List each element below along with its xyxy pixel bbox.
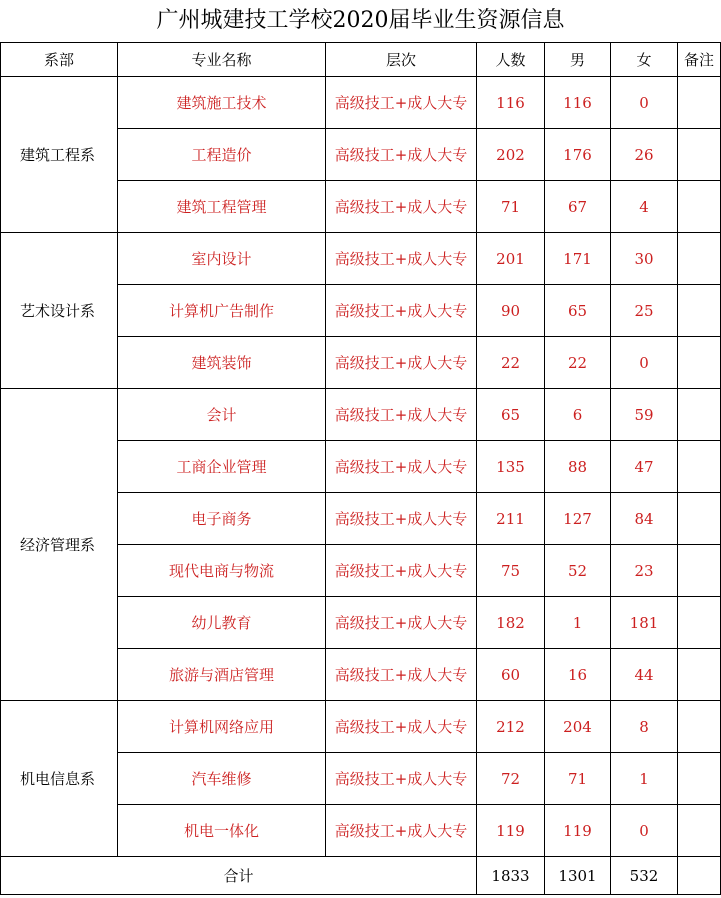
count-cell: 71	[477, 181, 545, 233]
level-cell: 高级技工+成人大专	[326, 753, 477, 805]
major-cell: 旅游与酒店管理	[118, 649, 326, 701]
count-cell: 60	[477, 649, 545, 701]
department-cell: 经济管理系	[1, 389, 118, 701]
department-cell: 建筑工程系	[1, 77, 118, 233]
level-cell: 高级技工+成人大专	[326, 701, 477, 753]
major-cell: 机电一体化	[118, 805, 326, 857]
count-cell: 116	[477, 77, 545, 129]
count-cell: 211	[477, 493, 545, 545]
total-female: 532	[611, 857, 678, 895]
note-cell	[678, 493, 721, 545]
male-cell: 67	[545, 181, 611, 233]
female-cell: 26	[611, 129, 678, 181]
total-label: 合计	[1, 857, 477, 895]
count-cell: 212	[477, 701, 545, 753]
female-cell: 44	[611, 649, 678, 701]
female-cell: 8	[611, 701, 678, 753]
major-cell: 汽车维修	[118, 753, 326, 805]
male-cell: 6	[545, 389, 611, 441]
level-cell: 高级技工+成人大专	[326, 129, 477, 181]
count-cell: 202	[477, 129, 545, 181]
major-cell: 室内设计	[118, 233, 326, 285]
header-dept: 系部	[1, 43, 118, 77]
female-cell: 0	[611, 337, 678, 389]
level-cell: 高级技工+成人大专	[326, 233, 477, 285]
level-cell: 高级技工+成人大专	[326, 545, 477, 597]
female-cell: 59	[611, 389, 678, 441]
level-cell: 高级技工+成人大专	[326, 597, 477, 649]
count-cell: 75	[477, 545, 545, 597]
table-row	[1, 389, 721, 441]
major-cell: 会计	[118, 389, 326, 441]
female-cell: 1	[611, 753, 678, 805]
male-cell: 16	[545, 649, 611, 701]
male-cell: 1	[545, 597, 611, 649]
female-cell: 84	[611, 493, 678, 545]
major-cell: 幼儿教育	[118, 597, 326, 649]
header-female: 女	[611, 43, 678, 77]
level-cell: 高级技工+成人大专	[326, 77, 477, 129]
level-cell: 高级技工+成人大专	[326, 285, 477, 337]
level-cell: 高级技工+成人大专	[326, 493, 477, 545]
header-count: 人数	[477, 43, 545, 77]
major-cell: 计算机网络应用	[118, 701, 326, 753]
note-cell	[678, 805, 721, 857]
total-male: 1301	[545, 857, 611, 895]
sheet-title: 广州城建技工学校2020届毕业生资源信息	[156, 8, 565, 33]
total-row	[1, 857, 721, 895]
count-cell: 90	[477, 285, 545, 337]
level-cell: 高级技工+成人大专	[326, 389, 477, 441]
male-cell: 171	[545, 233, 611, 285]
male-cell: 127	[545, 493, 611, 545]
note-cell	[678, 77, 721, 129]
table-row	[1, 233, 721, 285]
table-row	[1, 701, 721, 753]
major-cell: 现代电商与物流	[118, 545, 326, 597]
note-cell	[678, 233, 721, 285]
total-note-cell	[678, 857, 721, 895]
count-cell: 135	[477, 441, 545, 493]
table-body	[1, 43, 721, 895]
female-cell: 47	[611, 441, 678, 493]
major-cell: 计算机广告制作	[118, 285, 326, 337]
header-male: 男	[545, 43, 611, 77]
male-cell: 204	[545, 701, 611, 753]
male-cell: 88	[545, 441, 611, 493]
major-cell: 建筑工程管理	[118, 181, 326, 233]
count-cell: 65	[477, 389, 545, 441]
count-cell: 72	[477, 753, 545, 805]
level-cell: 高级技工+成人大专	[326, 805, 477, 857]
note-cell	[678, 441, 721, 493]
female-cell: 0	[611, 77, 678, 129]
male-cell: 22	[545, 337, 611, 389]
female-cell: 181	[611, 597, 678, 649]
major-cell: 建筑施工技术	[118, 77, 326, 129]
note-cell	[678, 129, 721, 181]
level-cell: 高级技工+成人大专	[326, 181, 477, 233]
level-cell: 高级技工+成人大专	[326, 441, 477, 493]
note-cell	[678, 337, 721, 389]
count-cell: 201	[477, 233, 545, 285]
major-cell: 电子商务	[118, 493, 326, 545]
major-cell: 建筑装饰	[118, 337, 326, 389]
note-cell	[678, 181, 721, 233]
note-cell	[678, 389, 721, 441]
department-cell: 机电信息系	[1, 701, 118, 857]
major-cell: 工程造价	[118, 129, 326, 181]
male-cell: 176	[545, 129, 611, 181]
level-cell: 高级技工+成人大专	[326, 649, 477, 701]
male-cell: 71	[545, 753, 611, 805]
count-cell: 182	[477, 597, 545, 649]
female-cell: 0	[611, 805, 678, 857]
table-row	[1, 77, 721, 129]
major-cell: 工商企业管理	[118, 441, 326, 493]
note-cell	[678, 545, 721, 597]
female-cell: 23	[611, 545, 678, 597]
header-row	[1, 43, 721, 77]
graduate-table	[0, 42, 721, 895]
male-cell: 119	[545, 805, 611, 857]
female-cell: 30	[611, 233, 678, 285]
male-cell: 52	[545, 545, 611, 597]
header-major: 专业名称	[118, 43, 326, 77]
note-cell	[678, 649, 721, 701]
note-cell	[678, 701, 721, 753]
total-count: 1833	[477, 857, 545, 895]
male-cell: 65	[545, 285, 611, 337]
level-cell: 高级技工+成人大专	[326, 337, 477, 389]
header-note: 备注	[678, 43, 721, 77]
male-cell: 116	[545, 77, 611, 129]
female-cell: 4	[611, 181, 678, 233]
note-cell	[678, 285, 721, 337]
count-cell: 119	[477, 805, 545, 857]
note-cell	[678, 597, 721, 649]
note-cell	[678, 753, 721, 805]
female-cell: 25	[611, 285, 678, 337]
count-cell: 22	[477, 337, 545, 389]
header-level: 层次	[326, 43, 477, 77]
department-cell: 艺术设计系	[1, 233, 118, 389]
